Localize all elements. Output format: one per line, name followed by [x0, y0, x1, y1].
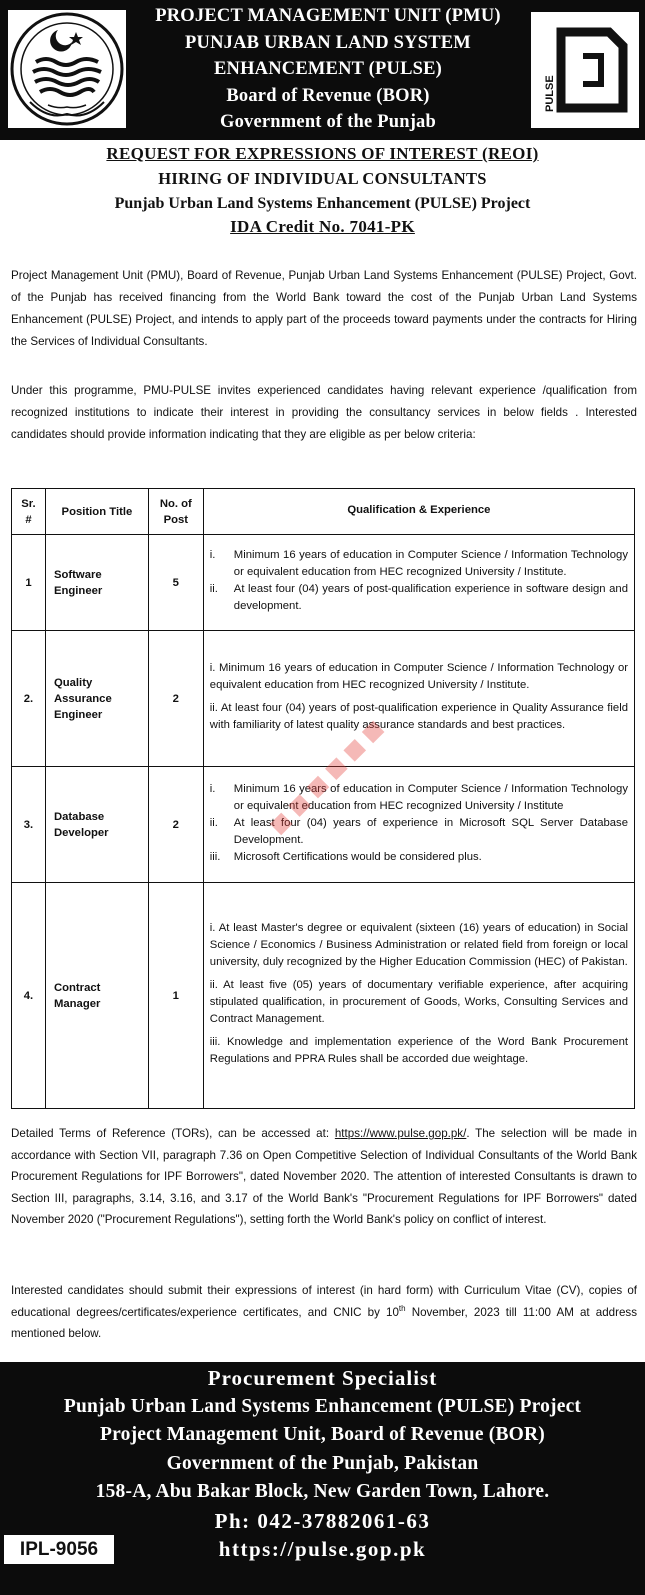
- footer-line-procurement: Procurement Specialist: [207, 1366, 438, 1390]
- table-row: [12, 883, 635, 1109]
- row-position: Contract Manager: [45, 883, 148, 1109]
- qualification-item: iii. Microsoft Certifications would be considered plus.: [209, 850, 482, 863]
- footer-line-pmu: Project Management Unit, Board of Revenue (BOR): [100, 1424, 545, 1445]
- footer-line-address: 158-A, Abu Bakar Block, New Garden Town, Lahore.: [95, 1481, 550, 1502]
- pulse-website-link[interactable]: https://www.pulse.gop.pk/: [334, 1127, 467, 1140]
- pulse-logo-icon: [531, 12, 639, 128]
- row-posts: 5: [148, 535, 203, 631]
- punjab-emblem-icon: [8, 10, 126, 128]
- hiring-title: HIRING OF INDIVIDUAL CONSULTANTS: [158, 169, 487, 188]
- qualification-item: i. Minimum 16 years of education in Computer Science / Information Technology or equivalent education from HEC recognized University / Institute: [209, 782, 628, 812]
- intro-paragraph-2: Under this programme, PMU-PULSE invites experienced candidates having relevant experience /qualification from recognized institutions to indicate their interest in providing the consultancy services in below fields . Interested candidates should provide information indicating that they are eligible as per below criteria:: [11, 384, 637, 441]
- footer-address-block: [0, 1362, 645, 1595]
- header-qualification: Qualification & Experience: [203, 489, 634, 535]
- row-position: Database Developer: [45, 767, 148, 883]
- project-title: Punjab Urban Land Systems Enhancement (PULSE) Project: [114, 195, 531, 212]
- row-sr: 2.: [12, 631, 46, 767]
- row-position: Software Engineer: [45, 535, 148, 631]
- header-line-bor: Board of Revenue (BOR): [226, 85, 430, 106]
- intro-paragraph-1: Project Management Unit (PMU), Board of Revenue, Punjab Urban Land Systems Enhancement (PULSE) Project, Govt. of the Punjab has received financing from the World Bank toward the cost of the Punjab Urban Land Systems Enhancement (PULSE) Project, and intends to apply part of the proceeds toward payments under the contracts for Hiring the Services of Individual Consultants.: [11, 269, 637, 348]
- row-sr: 1: [12, 535, 46, 631]
- header-title-block: [128, 3, 528, 136]
- ipl-number-badge: IPL-9056: [4, 1535, 114, 1564]
- header-line-pulse: ENHANCEMENT (PULSE): [213, 59, 443, 79]
- positions-table: [11, 488, 635, 1109]
- row-posts: 2: [148, 631, 203, 767]
- reoi-title: REQUEST FOR EXPRESSIONS OF INTEREST (REOI): [106, 144, 539, 163]
- table-header-row: [12, 489, 635, 535]
- row-sr: 3.: [12, 767, 46, 883]
- credit-number: IDA Credit No. 7041-PK: [230, 217, 415, 236]
- title-block: [0, 142, 645, 238]
- header-position: Position Title: [45, 489, 148, 535]
- header-posts: No. of Post: [148, 489, 203, 535]
- row-sr: 4.: [12, 883, 46, 1109]
- row-position: Quality Assurance Engineer: [45, 631, 148, 767]
- row-qualification: [203, 767, 634, 883]
- row-posts: 2: [148, 767, 203, 883]
- qualification-item: i. At least Master's degree or equivalent (sixteen (16) years of education) in Social Science / Economics / Business Administration or related field from foreign or local university, duly recognized by the Higher Education Commission (HEC) of Pakistan.: [209, 922, 628, 968]
- tors-paragraph: Detailed Terms of Reference (TORs), can be accessed at: https://www.pulse.gop.pk/. The selection will be made in accordance with Section VII, paragraph 7.36 on Open Competitive Selection of Individual Consultants of the World Bank Procurement Regulations for IPF Borrowers", dated November 2020. The attention of interested Consultants is drawn to Section III, paragraphs, 3.14, 3.16, and 3.17 of the World Bank's "Procurement Regulations for IPF Borrowers" dated November 2020 ("Procurement Regulations"), setting forth the World Bank's policy on conflict of interest.: [11, 1127, 637, 1226]
- qualification-item: i. Minimum 16 years of education in Computer Science / Information Technology or equivalent education from HEC recognized University / Institute.: [209, 662, 628, 691]
- qualification-item: ii. At least four (04) years of experience in Microsoft SQL Server Database Development.: [209, 816, 628, 846]
- row-qualification: [203, 535, 634, 631]
- table-row: [12, 767, 635, 883]
- submission-paragraph: Interested candidates should submit their expressions of interest (in hard form) with Curriculum Vitae (CV), copies of educational degrees/certificates/experience certificates, and CNIC by 10th November, 2023 till 11:00 AM at address mentioned below.: [11, 1284, 637, 1340]
- header-line-pmu: PROJECT MANAGEMENT UNIT (PMU): [155, 6, 501, 26]
- header-line-government: Government of the Punjab: [220, 112, 436, 132]
- table-row: [12, 535, 635, 631]
- pulse-logo-text: PULSE: [544, 75, 556, 112]
- row-qualification: [203, 883, 634, 1109]
- header-sr: Sr. #: [12, 489, 46, 535]
- qualification-item: i. Minimum 16 years of education in Computer Science / Information Technology or equivalent education from HEC recognized University / Institute.: [209, 549, 628, 578]
- footer-line-phone: Ph: 042-37882061-63: [214, 1508, 431, 1533]
- header-line-punjab: PUNJAB URBAN LAND SYSTEM: [185, 32, 471, 53]
- qualification-item: ii. At least five (05) years of documentary verifiable experience, after acquiring stipulated qualification, in procurement of Goods, Works, Consulting Services and Contract Management.: [209, 979, 628, 1025]
- qualification-item: ii. At least four (04) years of post-qualification experience in software design and development.: [209, 583, 628, 612]
- qualification-item: ii. At least four (04) years of post-qualification experience in Quality Assurance field with familiarity of latest quality assurance standards and best practices.: [209, 702, 628, 731]
- footer-line-website[interactable]: https://pulse.gop.pk: [218, 1537, 427, 1561]
- header-banner: [0, 0, 645, 140]
- table-row: [12, 631, 635, 767]
- row-posts: 1: [148, 883, 203, 1109]
- qualification-item: iii. Knowledge and implementation experience of the Word Bank Procurement Regulations and PPRA Rules shall be accorded due weightage.: [209, 1036, 628, 1065]
- footer-line-project: Punjab Urban Land Systems Enhancement (PULSE) Project: [63, 1395, 582, 1417]
- footer-line-government: Government of the Punjab, Pakistan: [166, 1452, 479, 1474]
- row-qualification: [203, 631, 634, 767]
